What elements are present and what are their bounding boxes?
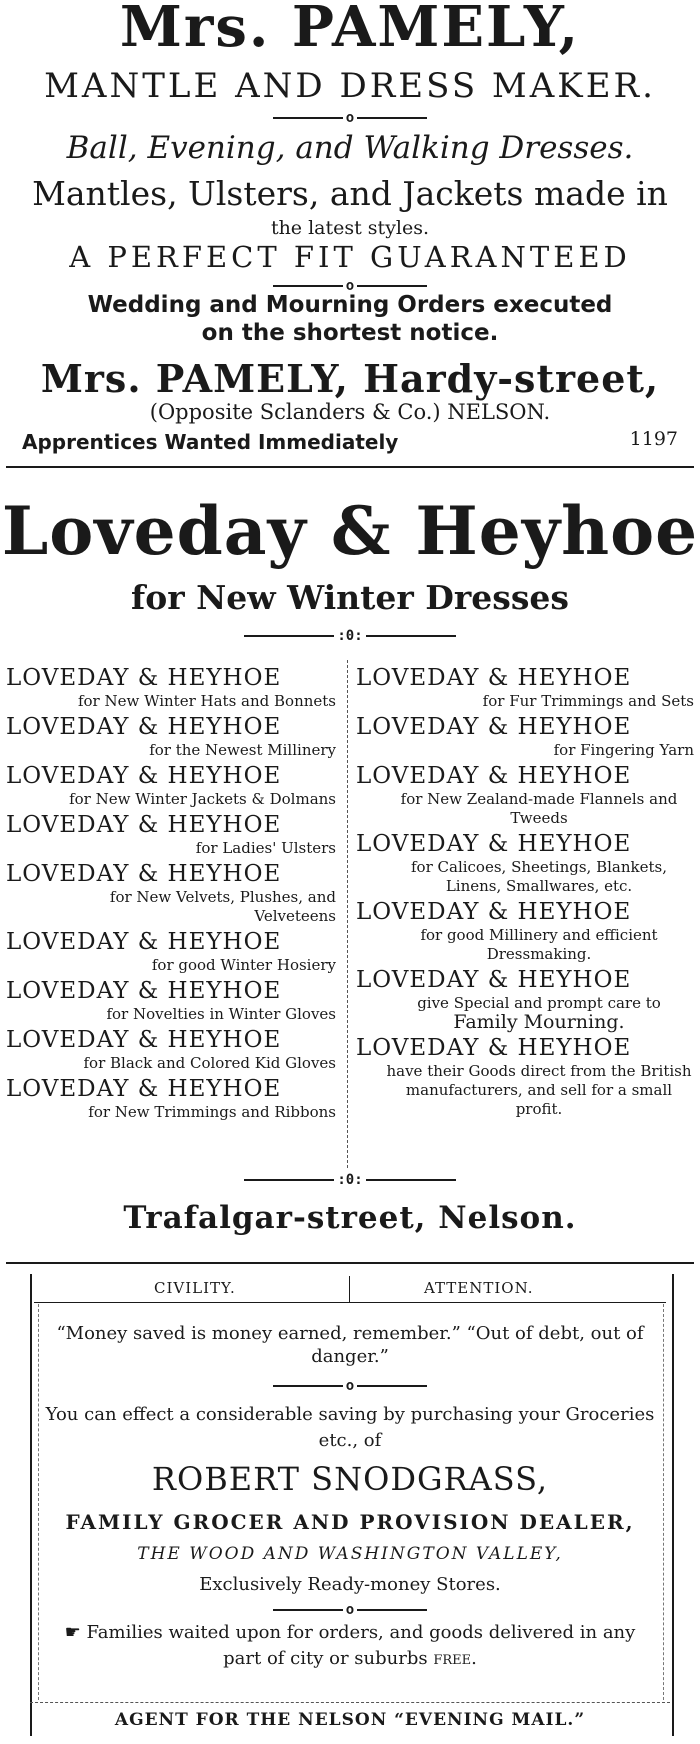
ornament-divider: :0: [0, 628, 700, 644]
loveday-title: Loveday & Heyhoe [1, 492, 699, 570]
pamely-apprentices-line: Apprentices Wanted Immediately [22, 430, 399, 454]
entry-desc: for Ladies' Ulsters [195, 839, 336, 857]
entry-head: LOVEDAY & HEYHOE [6, 861, 282, 887]
header-separator [349, 1276, 350, 1302]
entry-desc: for Fur Trimmings and Sets [482, 692, 694, 710]
list-item [6, 713, 340, 760]
pamely-opposite-line: (Opposite Sclanders & Co.) NELSON. [149, 400, 551, 424]
entry-desc: give Special and prompt care to [417, 994, 661, 1012]
list-item [6, 664, 340, 711]
entry-head: LOVEDAY & HEYHOE [6, 978, 282, 1004]
snodgrass-footer: AGENT FOR THE NELSON “EVENING MAIL.” [114, 1710, 586, 1730]
list-item [6, 977, 340, 1024]
entry-desc: for Black and Colored Kid Gloves [83, 1054, 336, 1072]
entry-desc: for Fingering Yarn [553, 741, 694, 759]
entry-head: LOVEDAY & HEYHOE [356, 763, 632, 789]
footer-rule [30, 1702, 670, 1703]
ornament-divider: :0: [0, 1172, 700, 1188]
snodgrass-families-line: ☛ Families waited upon for orders, and goods delivered in any [64, 1622, 636, 1643]
entry-desc-emphasis: Family Mourning. [453, 1011, 625, 1033]
entry-desc: for Calicoes, Sheetings, Blankets, Linens, Smallwares, etc. [411, 858, 667, 895]
list-item [356, 762, 694, 828]
list-item [356, 830, 694, 896]
snodgrass-stores: Exclusively Ready-money Stores. [199, 1574, 501, 1595]
entry-head: LOVEDAY & HEYHOE [6, 763, 282, 789]
entry-desc: have their Goods direct from the British manufacturers, and sell for a small profit. [386, 1062, 692, 1118]
entry-head: LOVEDAY & HEYHOE [356, 831, 632, 857]
pamely-mantles-line: Mantles, Ulsters, and Jackets made in [32, 174, 668, 213]
entry-desc: for the Newest Millinery [149, 741, 336, 759]
ornament-divider: o [0, 278, 700, 294]
column-divider [347, 660, 348, 1168]
pamely-styles-line: the latest styles. [270, 217, 430, 239]
pamely-dresses-line: Ball, Evening, and Walking Dresses. [66, 130, 634, 166]
ornament-divider: o [0, 1378, 700, 1394]
pamely-notice-line: on the shortest notice. [201, 320, 499, 346]
entry-head: LOVEDAY & HEYHOE [356, 899, 632, 925]
list-item [6, 928, 340, 975]
entry-head: LOVEDAY & HEYHOE [6, 1027, 282, 1053]
entry-head: LOVEDAY & HEYHOE [356, 714, 632, 740]
entry-desc: for New Trimmings and Ribbons [88, 1103, 336, 1121]
ad-number: 1197 [629, 428, 678, 450]
section-rule [6, 1262, 694, 1264]
pamely-subtitle: MANTLE AND DRESS MAKER. [44, 66, 656, 106]
list-item [356, 664, 694, 711]
snodgrass-name: ROBERT SNODGRASS, [151, 1460, 549, 1498]
entry-head: LOVEDAY & HEYHOE [6, 665, 282, 691]
entry-desc: for New Winter Hats and Bonnets [77, 692, 336, 710]
pamely-wedding-line: Wedding and Mourning Orders executed [87, 292, 613, 318]
entry-desc: for New Zealand-made Flannels and Tweeds [400, 790, 678, 827]
list-item [356, 898, 694, 964]
loveday-subtitle: for New Winter Dresses [131, 578, 569, 617]
list-item [6, 1075, 340, 1122]
entry-head: LOVEDAY & HEYHOE [6, 714, 282, 740]
snodgrass-quote: “Money saved is money earned, remember.” “Out of debt, out of [56, 1323, 644, 1344]
list-item [6, 860, 340, 926]
snodgrass-saving-line: You can effect a considerable saving by purchasing your Groceries [45, 1404, 655, 1425]
pamely-title: Mrs. PAMELY, [119, 0, 581, 60]
entry-desc: for New Winter Jackets & Dolmans [69, 790, 336, 808]
snodgrass-header [34, 1276, 666, 1303]
pamely-fit-line: A PERFECT FIT GUARANTEED [69, 240, 631, 274]
entry-head: LOVEDAY & HEYHOE [6, 929, 282, 955]
snodgrass-trade: FAMILY GROCER AND PROVISION DEALER, [65, 1510, 635, 1534]
snodgrass-etc-line: etc., of [318, 1430, 382, 1451]
entry-head: LOVEDAY & HEYHOE [6, 1076, 282, 1102]
entry-head: LOVEDAY & HEYHOE [356, 967, 632, 993]
pamely-address-line: Mrs. PAMELY, Hardy-street, [40, 356, 660, 401]
list-item [356, 713, 694, 760]
snodgrass-quote-cont: danger.” [311, 1346, 389, 1367]
entry-desc: for good Millinery and efficient Dressmaking. [420, 926, 658, 963]
entry-desc: for New Velvets, Plushes, and Velveteens [109, 888, 336, 925]
header-attention: ATTENTION. [424, 1279, 534, 1297]
loveday-left-column [6, 664, 340, 1124]
section-rule [6, 466, 694, 468]
ornament-divider: o [0, 110, 700, 126]
entry-head: LOVEDAY & HEYHOE [356, 665, 632, 691]
entry-desc: for good Winter Hosiery [151, 956, 336, 974]
list-item [356, 966, 694, 1032]
list-item [6, 811, 340, 858]
entry-head: LOVEDAY & HEYHOE [6, 812, 282, 838]
snodgrass-location: THE WOOD AND WASHINGTON VALLEY, [137, 1544, 563, 1564]
list-item [6, 762, 340, 809]
list-item [356, 1034, 694, 1119]
loveday-address: Trafalgar-street, Nelson. [123, 1200, 577, 1236]
suburbs-text: part of city or suburbs [223, 1648, 428, 1669]
entry-head: LOVEDAY & HEYHOE [356, 1035, 632, 1061]
ornament-divider: o [0, 1602, 700, 1618]
header-civility: CIVILITY. [154, 1279, 236, 1297]
entry-desc: for Novelties in Winter Gloves [106, 1005, 336, 1023]
loveday-right-column [356, 664, 694, 1121]
free-text: free. [433, 1648, 477, 1669]
list-item [6, 1026, 340, 1073]
snodgrass-suburbs-line [0, 1648, 700, 1669]
